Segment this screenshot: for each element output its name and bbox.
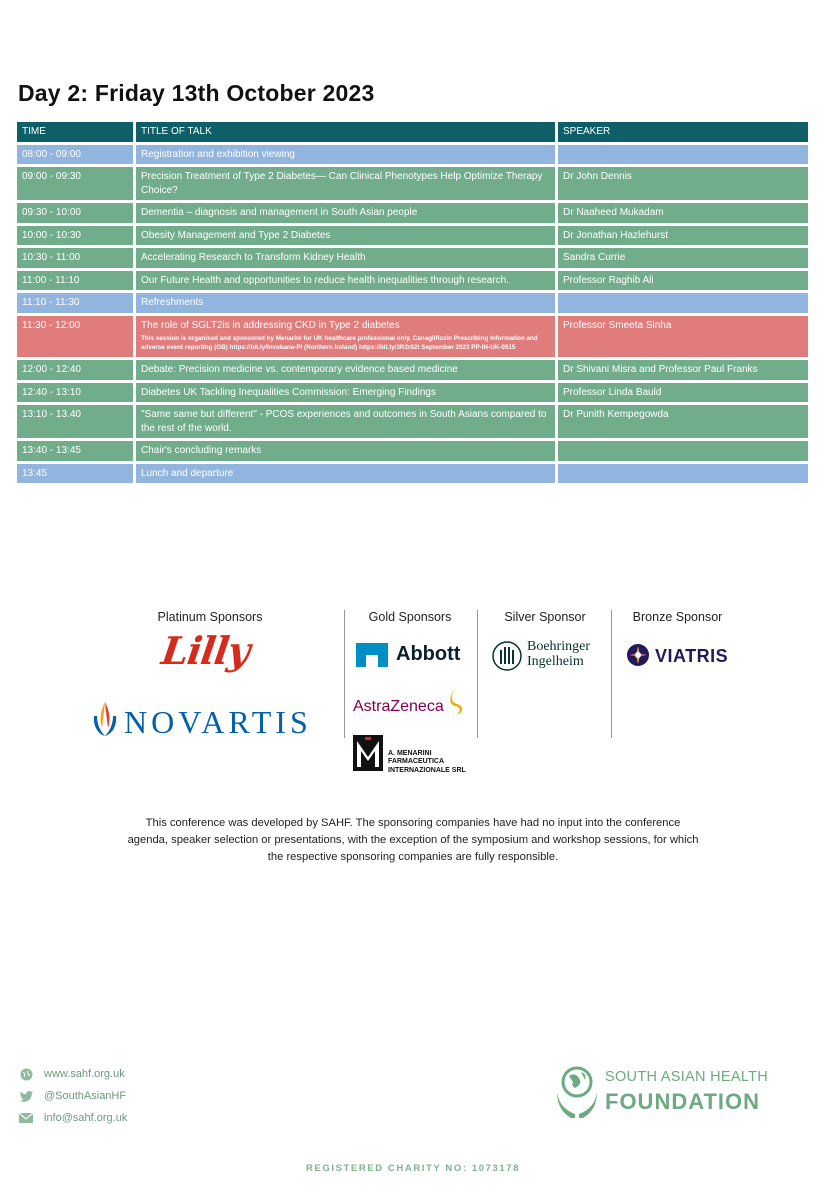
speaker-cell — [558, 293, 808, 313]
disclaimer-text: This conference was developed by SAHF. The sponsoring companies have had no input into the conference agenda, speaker selection or presentations, with the exception of the symposium and workshop sessions, for which the respective sponsoring companies are fully responsible. — [127, 817, 699, 864]
contact-email[interactable] — [16, 1107, 127, 1129]
time-cell: 13:45 — [17, 464, 133, 484]
novartis-logo: NOVARTIS — [124, 704, 312, 740]
speaker-cell — [558, 441, 808, 461]
time-cell: 12:40 - 13:10 — [17, 383, 133, 403]
speaker-cell: Sandra Currie — [558, 248, 808, 268]
title-cell: Lunch and departure — [136, 464, 555, 484]
title-cell: Precision Treatment of Type 2 Diabetes— Can Clinical Phenotypes Help Optimize Therapy Choice? — [136, 167, 555, 200]
twitter-icon — [16, 1089, 36, 1103]
org-name-line2: FOUNDATION — [605, 1089, 761, 1114]
sponsor-divider — [611, 610, 612, 738]
table-row — [17, 226, 808, 246]
silver-sponsors — [480, 610, 610, 775]
lilly-logo: Lilly — [158, 628, 253, 673]
speaker-cell: Dr Shivani Misra and Professor Paul Franks — [558, 360, 808, 380]
sponsors-section — [80, 610, 760, 775]
time-cell: 11:10 - 11:30 — [17, 293, 133, 313]
gold-sponsors — [350, 610, 470, 775]
website-link[interactable]: www.sahf.org.uk — [44, 1068, 125, 1080]
time-cell: 10:00 - 10:30 — [17, 226, 133, 246]
speaker-cell: Professor Smeeta Sinha — [558, 316, 808, 358]
charity-number: REGISTERED CHARITY NO: 1073178 — [305, 1163, 521, 1174]
time-cell: 13:40 - 13:45 — [17, 441, 133, 461]
novartis-flame-icon — [90, 698, 120, 738]
contact-info — [16, 1063, 127, 1129]
column-header-time: TIME — [17, 122, 133, 142]
speaker-cell: Dr Jonathan Hazlehurst — [558, 226, 808, 246]
menarini-line2: FARMACEUTICA — [388, 758, 444, 766]
title-cell: Our Future Health and opportunities to reduce health inequalities through research. — [136, 271, 555, 291]
speaker-cell: Dr Naaheed Mukadam — [558, 203, 808, 223]
contact-website[interactable] — [16, 1063, 127, 1085]
table-row — [17, 441, 808, 461]
sponsor-divider — [344, 610, 345, 738]
title-cell: Debate: Precision medicine vs. contemporary evidence based medicine — [136, 360, 555, 380]
boehringer-logo — [527, 640, 590, 669]
table-row — [17, 360, 808, 380]
table-row — [17, 271, 808, 291]
title-cell: Accelerating Research to Transform Kidney Health — [136, 248, 555, 268]
page-title: Day 2: Friday 13th October 2023 — [18, 80, 375, 106]
menarini-logo — [388, 750, 466, 775]
gold-heading: Gold Sponsors — [368, 610, 452, 624]
table-row — [17, 464, 808, 484]
speaker-cell: Dr John Dennis — [558, 167, 808, 200]
table-row — [17, 145, 808, 165]
time-cell: 09:00 - 09:30 — [17, 167, 133, 200]
speaker-cell — [558, 464, 808, 484]
time-cell: 09:30 - 10:00 — [17, 203, 133, 223]
abbott-logo: Abbott — [396, 643, 461, 665]
org-name-line1: SOUTH ASIAN HEALTH — [605, 1069, 769, 1085]
speaker-cell: Professor Linda Bauld — [558, 383, 808, 403]
title-cell: Dementia – diagnosis and management in South Asian people — [136, 203, 555, 223]
agenda-table — [14, 119, 811, 486]
time-cell: 11:00 - 11:10 — [17, 271, 133, 291]
time-cell: 13:10 - 13.40 — [17, 405, 133, 438]
table-row — [17, 248, 808, 268]
platinum-sponsors — [80, 610, 340, 775]
globe-icon — [16, 1067, 36, 1081]
title-cell: Refreshments — [136, 293, 555, 313]
contact-twitter[interactable] — [16, 1085, 127, 1107]
speaker-cell — [558, 145, 808, 165]
sahf-logo — [555, 1062, 810, 1124]
viatris-logo: VIATRIS — [655, 646, 729, 666]
table-header-row — [17, 122, 808, 142]
menarini-line3: INTERNAZIONALE SRL — [388, 766, 466, 774]
title-cell: Diabetes UK Tackling Inequalities Commission: Emerging Findings — [136, 383, 555, 403]
viatris-mark-icon — [626, 643, 650, 667]
table-row — [17, 316, 808, 358]
globe-hands-icon — [555, 1062, 599, 1120]
time-cell: 08:00 - 09:00 — [17, 145, 133, 165]
menarini-line1: A. MENARINI — [388, 750, 432, 757]
envelope-icon — [16, 1111, 36, 1125]
title-cell: Obesity Management and Type 2 Diabetes — [136, 226, 555, 246]
title-cell: "Same same but different" - PCOS experiences and outcomes in South Asians compared to the rest of the world. — [136, 405, 555, 438]
boehringer-line1: Boehringer — [527, 639, 590, 654]
boehringer-line2: Ingelheim — [527, 653, 584, 669]
silver-heading: Silver Sponsor — [504, 610, 586, 624]
abbott-mark-icon — [354, 641, 390, 669]
title-cell — [136, 316, 555, 358]
platinum-heading: Platinum Sponsors — [157, 610, 263, 624]
title-cell: Chair's concluding remarks — [136, 441, 555, 461]
column-header-speaker: SPEAKER — [558, 122, 808, 142]
time-cell: 10:30 - 11:00 — [17, 248, 133, 268]
menarini-logo-icon — [353, 735, 383, 771]
time-cell: 11:30 - 12:00 — [17, 316, 133, 358]
table-row — [17, 383, 808, 403]
speaker-cell: Professor Raghib Ali — [558, 271, 808, 291]
table-row — [17, 405, 808, 438]
time-cell: 12:00 - 12:40 — [17, 360, 133, 380]
bronze-heading: Bronze Sponsor — [632, 610, 723, 624]
table-row — [17, 203, 808, 223]
table-row — [17, 167, 808, 200]
column-header-title: TITLE OF TALK — [136, 122, 555, 142]
astrazeneca-symbol-icon — [446, 686, 468, 716]
astrazeneca-logo: AstraZeneca — [353, 698, 444, 715]
boehringer-mark-icon — [491, 640, 523, 672]
twitter-handle[interactable]: @SouthAsianHF — [44, 1090, 127, 1102]
speaker-cell: Dr Punith Kempegowda — [558, 405, 808, 438]
session-title: The role of SGLT2is in addressing CKD in Type 2 diabetes — [141, 319, 400, 331]
sponsor-divider — [477, 610, 478, 738]
title-cell: Registration and exhibition viewing — [136, 145, 555, 165]
sponsor-note: This session is organised and sponsored by Menarini for UK healthcare professional only. Canagliflozin Prescribing Information and adverse event reporting (GB) https://bit.ly/Invokana-PI (Northern Ireland) https://bit.ly/3R2r82t September 2023 PP-IN-UK-0515 — [141, 335, 538, 351]
bronze-sponsors — [615, 610, 740, 775]
table-row — [17, 293, 808, 313]
email-link[interactable]: info@sahf.org.uk — [44, 1112, 128, 1124]
